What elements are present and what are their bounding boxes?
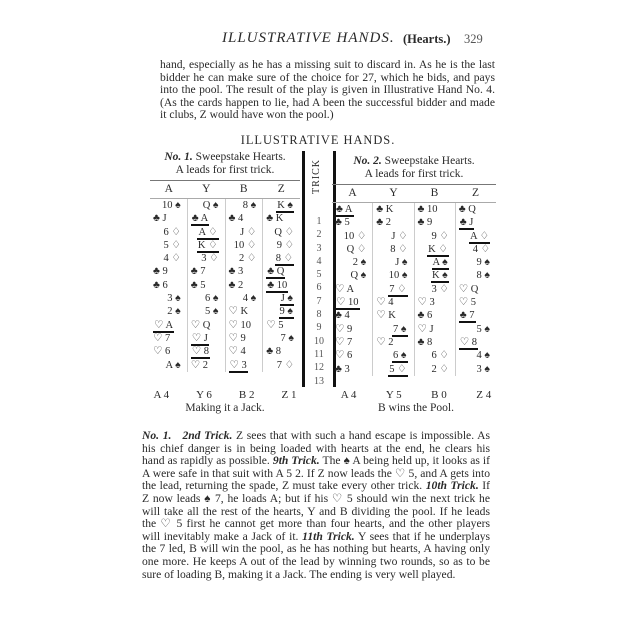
column-headers <box>332 184 496 203</box>
commentary-text: If Z now leads ♠ 7, he loads A; but if his ♡ 5 should win the next trick he will take all the rest of the hearts, Y and B dividing the pool. If he leads the ♡ 5 first he cannot get more than four hearts, and the other players will inevitably make a Jack of it. <box>142 479 490 543</box>
card: 10 ♢ <box>343 230 367 242</box>
card-cell <box>373 349 413 362</box>
card: 9 ♢ <box>276 239 294 251</box>
card: 5 ♢ <box>389 363 407 375</box>
card: ♡ 5 <box>266 319 284 331</box>
card-cell <box>226 359 263 372</box>
card: 3 ♠ <box>167 293 181 305</box>
card: ♣ A <box>191 213 209 225</box>
card: ♣ 4 <box>335 310 350 322</box>
player-column-y <box>373 203 414 376</box>
card-cell <box>226 239 263 252</box>
card: 3 ♢ <box>201 253 219 265</box>
card-cell <box>373 230 413 243</box>
trick-number: 6 <box>316 282 322 294</box>
card-cell <box>263 212 300 225</box>
card-cell <box>226 212 263 225</box>
card-cell <box>150 252 187 265</box>
card-cell <box>373 269 413 282</box>
card-cell <box>332 269 372 282</box>
card: ♡ Q <box>458 283 479 295</box>
card-cell <box>456 336 496 349</box>
hand1-caption: Making it a Jack. <box>185 401 265 414</box>
card-cell <box>373 256 413 269</box>
card-cell <box>226 252 263 265</box>
trick-number: 5 <box>316 269 322 281</box>
card-cell <box>263 252 300 265</box>
column-header-b: B <box>430 187 439 200</box>
card-cell <box>150 279 187 292</box>
card-cell <box>332 309 372 322</box>
card-cell <box>415 336 455 349</box>
card-cell <box>373 296 413 309</box>
card-cell <box>188 279 225 292</box>
card: J ♢ <box>240 226 257 238</box>
card-cell <box>456 243 496 256</box>
card-cell <box>150 239 187 252</box>
trick-number: 11 <box>314 348 324 360</box>
player-column-y <box>188 199 226 372</box>
card-cell <box>150 359 187 372</box>
intro-paragraph: hand, especially as he has a missing suit to discard in. As he is the last bidder he can make sure of the choice for 27, which he bids, and pays into the pool. The result of the play is given in Illustrative Hand No. 4. (As the cards happen to lie, had A been the successful bidder and made it clubs, Z would have won the pool.) <box>160 58 495 122</box>
card: 5 ♠ <box>205 306 219 318</box>
player-score: Z 4 <box>476 388 492 401</box>
card-cell <box>456 203 496 216</box>
card: K ♠ <box>431 270 448 282</box>
hand-subtitle: A leads for first trick. <box>364 167 464 180</box>
card-cell <box>226 319 263 332</box>
card: K ♢ <box>197 239 218 251</box>
column-header-a: A <box>164 183 173 196</box>
trick-numbers <box>305 215 333 388</box>
card-cell <box>188 199 225 212</box>
commentary-text: Z sees that with such a hand escape is impossible. As his chief danger is in being loaded with hearts at the end, he clears his hand as rapidly as possible. <box>142 428 490 468</box>
card-cell <box>188 226 225 239</box>
card-cell <box>373 363 413 376</box>
card: A ♠ <box>165 359 181 371</box>
card: ♡ 9 <box>228 332 246 344</box>
hand-no-1 <box>150 151 300 372</box>
card-cell <box>188 359 225 372</box>
card: ♡ Q <box>190 319 211 331</box>
trick-number: 1 <box>316 215 322 227</box>
trick-column <box>302 151 336 387</box>
card: 8 ♠ <box>242 199 257 211</box>
column-header-z: Z <box>277 183 285 196</box>
column-header-z: Z <box>471 187 480 200</box>
card: Q ♠ <box>202 199 219 211</box>
card-cell <box>456 283 496 296</box>
card: 7 ♢ <box>276 359 294 371</box>
card: 6 ♠ <box>393 350 407 362</box>
card-cell <box>332 203 372 216</box>
card: ♡ A <box>335 283 355 295</box>
card: ♡ J <box>191 332 208 344</box>
column-header-a: A <box>348 187 357 200</box>
card-cell <box>415 256 455 269</box>
player-column-a <box>332 203 373 376</box>
commentary-text: Y sees that if he underplays the 7 led, B will win the pool, as he has nothing but hearts, A having only one more. He keeps A out of the lead by winning two rounds, so as to be sure of loading B, making it a Jack. The ending is very well played. <box>142 529 491 581</box>
hand-number: No. 2. <box>353 154 382 167</box>
card: 2 ♠ <box>352 257 367 269</box>
trick-reference: 9th Trick. <box>272 454 320 468</box>
card: 2 ♢ <box>431 363 449 375</box>
card: A ♠ <box>432 257 448 269</box>
card: J ♢ <box>391 230 408 242</box>
card-cell <box>188 252 225 265</box>
trick-number: 7 <box>316 295 322 307</box>
card: 4 ♢ <box>472 243 490 255</box>
card-cell <box>188 239 225 252</box>
card-cell <box>150 212 187 225</box>
card: 5 ♢ <box>163 239 181 251</box>
card-cell <box>332 349 372 362</box>
card-cell <box>226 292 263 305</box>
card-cell <box>263 239 300 252</box>
card-cell <box>150 305 187 318</box>
card-cell <box>226 279 263 292</box>
card-cell <box>263 199 300 212</box>
card: ♣ Q <box>458 203 476 215</box>
hand2-scores <box>326 389 506 401</box>
running-head-section: (Hearts.) <box>403 32 451 46</box>
card: ♣ K <box>376 203 394 215</box>
trick-number: 9 <box>316 322 322 334</box>
trick-reference: 11th Trick. <box>302 529 355 543</box>
illustrative-hands-table <box>130 151 506 387</box>
card: K ♠ <box>277 199 293 211</box>
card-cell <box>332 283 372 296</box>
card: ♡ 8 <box>459 336 478 348</box>
card: ♣ 5 <box>335 217 350 229</box>
card-cell <box>456 309 496 322</box>
card: ♣ 8 <box>266 346 282 358</box>
card-cell <box>456 256 496 269</box>
trick-number: 2 <box>316 229 322 241</box>
hand-number: No. 1. <box>164 150 193 163</box>
card-cell <box>373 203 413 216</box>
card: ♣ 9 <box>417 217 433 229</box>
card: ♣ 5 <box>190 279 206 291</box>
card-cell <box>332 296 372 309</box>
card: ♣ 9 <box>153 266 168 278</box>
table-title: ILLUSTRATIVE HANDS. <box>240 132 396 147</box>
card-grid <box>332 203 496 376</box>
card: ♡ K <box>228 306 249 318</box>
card-cell <box>263 319 300 332</box>
card: ♣ Q <box>267 266 285 278</box>
card-cell <box>415 283 455 296</box>
player-column-b <box>226 199 264 372</box>
card-cell <box>226 199 263 212</box>
card-cell <box>373 283 413 296</box>
card: 6 ♢ <box>163 226 181 238</box>
card-grid <box>150 199 300 372</box>
card: ♣ J <box>459 217 474 229</box>
column-header-y: Y <box>389 187 398 200</box>
card: ♡ 2 <box>190 359 209 371</box>
card: ♡ 7 <box>153 332 171 344</box>
card: 7 ♠ <box>280 332 294 344</box>
player-column-z <box>263 199 300 372</box>
trick-number: 8 <box>316 309 322 321</box>
card: 9 ♢ <box>431 230 449 242</box>
card-cell <box>226 305 263 318</box>
card-cell <box>188 305 225 318</box>
card-cell <box>415 269 455 282</box>
card: ♣ J <box>153 213 167 225</box>
card-cell <box>263 226 300 239</box>
card: 4 ♠ <box>476 350 490 362</box>
card-cell <box>415 216 455 229</box>
card: ♡ 4 <box>228 346 246 358</box>
card: ♡ 2 <box>376 336 394 348</box>
card-cell <box>332 256 372 269</box>
card: ♡ 10 <box>336 297 359 309</box>
column-header-y: Y <box>202 183 211 196</box>
card-cell <box>150 319 187 332</box>
running-head-title: ILLUSTRATIVE HANDS. <box>222 30 395 46</box>
player-column-z <box>456 203 496 376</box>
card: K ♢ <box>428 243 448 255</box>
column-headers <box>150 180 300 199</box>
card: ♡ K <box>376 310 396 322</box>
card: Q ♢ <box>346 243 367 255</box>
card: 6 ♠ <box>205 293 219 305</box>
card: ♡ 6 <box>153 346 171 358</box>
card: ♣ 7 <box>190 266 206 278</box>
player-score: A 4 <box>340 388 357 401</box>
card: 7 ♠ <box>393 323 407 335</box>
card: ♣ 7 <box>459 310 475 322</box>
card: ♡ 4 <box>376 297 394 309</box>
card-cell <box>415 243 455 256</box>
running-head <box>130 30 506 48</box>
card-cell <box>188 345 225 358</box>
card: ♡ 5 <box>458 297 477 309</box>
card: 2 ♢ <box>238 253 257 265</box>
card-cell <box>226 226 263 239</box>
commentary-text: The ♠ A being held up, it looks as if A were safe in that suit with A 5 2. If Z now leads the ♡ 5, and A gets into the lead, returning the spade, Z must take every other trick. <box>142 454 490 493</box>
card: ♣ 8 <box>417 336 433 348</box>
card: 8 ♢ <box>275 253 293 265</box>
book-page <box>130 30 506 581</box>
player-score: A 4 <box>153 388 170 401</box>
card-cell <box>332 230 372 243</box>
card: ♣ 3 <box>228 266 244 278</box>
card-cell <box>263 279 300 292</box>
card: ♡ 9 <box>335 323 353 335</box>
card-cell <box>456 269 496 282</box>
hand1-scores <box>140 389 310 401</box>
card: ♣ 6 <box>153 279 168 291</box>
card: ♡ A <box>154 319 174 331</box>
card-cell <box>188 212 225 225</box>
card-cell <box>188 265 225 278</box>
player-score: Y 6 <box>196 388 212 401</box>
card: 3 ♠ <box>476 363 490 375</box>
card-cell <box>150 226 187 239</box>
card-cell <box>373 336 413 349</box>
card: 10 ♠ <box>162 199 181 211</box>
player-score: Y 5 <box>385 388 402 401</box>
card-cell <box>373 243 413 256</box>
card: ♣ A <box>336 203 353 215</box>
card: ♣ 10 <box>417 203 438 215</box>
card: J ♠ <box>280 293 293 305</box>
trick-number: 3 <box>316 242 322 254</box>
card: ♡ 8 <box>191 346 210 358</box>
trick-number: 10 <box>314 335 324 347</box>
trick-number: 12 <box>314 362 324 374</box>
trick-label: TRICK <box>311 158 322 194</box>
commentary-paragraph <box>130 430 490 581</box>
card-cell <box>226 332 263 345</box>
card: 2 ♠ <box>167 306 181 318</box>
card-cell <box>188 319 225 332</box>
player-column-b <box>415 203 456 376</box>
card: 8 ♠ <box>476 270 490 282</box>
card: ♡ 6 <box>335 350 353 362</box>
card-cell <box>150 332 187 345</box>
card: A ♢ <box>198 226 218 238</box>
card-cell <box>373 323 413 336</box>
trick-reference: 10th Trick. <box>425 479 479 493</box>
card: ♣ 2 <box>376 217 392 229</box>
card-cell <box>332 243 372 256</box>
commentary-lead: No. 1. <box>142 428 172 442</box>
trick-number: 4 <box>316 255 322 267</box>
card-cell <box>415 363 455 376</box>
hand-title <box>332 155 496 181</box>
card: ♡ 10 <box>228 319 252 331</box>
card-cell <box>263 359 300 372</box>
column-header-b: B <box>239 183 248 196</box>
player-score: B 2 <box>238 388 255 401</box>
trick-reference: 2nd Trick. <box>182 428 233 442</box>
card-cell <box>456 230 496 243</box>
card: 8 ♢ <box>390 243 408 255</box>
hand-name: Sweepstake Hearts. <box>384 154 475 167</box>
card-cell <box>456 323 496 336</box>
card-cell <box>263 332 300 345</box>
card: 10 ♠ <box>388 270 408 282</box>
card: 3 ♢ <box>431 283 449 295</box>
card-cell <box>456 216 496 229</box>
card-cell <box>456 296 496 309</box>
card-cell <box>150 292 187 305</box>
player-column-a <box>150 199 188 372</box>
card-cell <box>188 292 225 305</box>
card-cell <box>415 323 455 336</box>
card: 4 ♠ <box>242 293 257 305</box>
card-cell <box>456 349 496 362</box>
hand-no-2 <box>332 151 496 376</box>
card: A ♢ <box>469 230 489 242</box>
card-cell <box>415 296 455 309</box>
card: 9 ♠ <box>279 306 293 318</box>
card-cell <box>415 230 455 243</box>
player-score: B 0 <box>431 388 447 401</box>
card: 4 ♢ <box>163 253 181 265</box>
card-cell <box>188 332 225 345</box>
card: ♣ K <box>266 213 284 225</box>
card-cell <box>415 203 455 216</box>
card: ♣ 4 <box>228 213 244 225</box>
card: 9 ♠ <box>476 257 490 269</box>
card: Q ♠ <box>350 270 367 282</box>
card-cell <box>150 265 187 278</box>
card-cell <box>332 216 372 229</box>
card-cell <box>150 199 187 212</box>
card-cell <box>415 349 455 362</box>
page-number: 329 <box>464 32 483 46</box>
card-cell <box>226 345 263 358</box>
card-cell <box>263 292 300 305</box>
card-cell <box>263 265 300 278</box>
card-cell <box>415 309 455 322</box>
hand-title <box>150 151 300 177</box>
card-cell <box>150 345 187 358</box>
card: ♣ 6 <box>417 310 433 322</box>
card-cell <box>263 345 300 358</box>
card-cell <box>263 305 300 318</box>
card: 10 ♢ <box>233 239 257 251</box>
card-cell <box>456 363 496 376</box>
card: ♡ 7 <box>335 336 353 348</box>
card-cell <box>332 323 372 336</box>
card: ♡ 3 <box>417 297 435 309</box>
card: 7 ♢ <box>389 283 407 295</box>
card: 5 ♠ <box>476 323 490 335</box>
trick-number: 13 <box>314 375 324 387</box>
card: ♡ 3 <box>229 359 247 371</box>
card: ♣ 3 <box>335 363 350 375</box>
card: ♣ 2 <box>228 279 244 291</box>
card-cell <box>226 265 263 278</box>
card: 6 ♢ <box>431 350 449 362</box>
card-cell <box>332 336 372 349</box>
card: ♡ J <box>417 323 434 335</box>
hand2-caption: B wins the Pool. <box>377 401 455 414</box>
hand-subtitle: A leads for first trick. <box>175 163 275 176</box>
player-score: Z 1 <box>281 388 297 401</box>
card: J ♠ <box>395 257 408 269</box>
hand-name: Sweepstake Hearts. <box>195 150 286 163</box>
card: ♣ 10 <box>267 279 288 291</box>
card-cell <box>373 216 413 229</box>
card: Q ♢ <box>274 226 294 238</box>
card-cell <box>373 309 413 322</box>
card-cell <box>332 363 372 376</box>
